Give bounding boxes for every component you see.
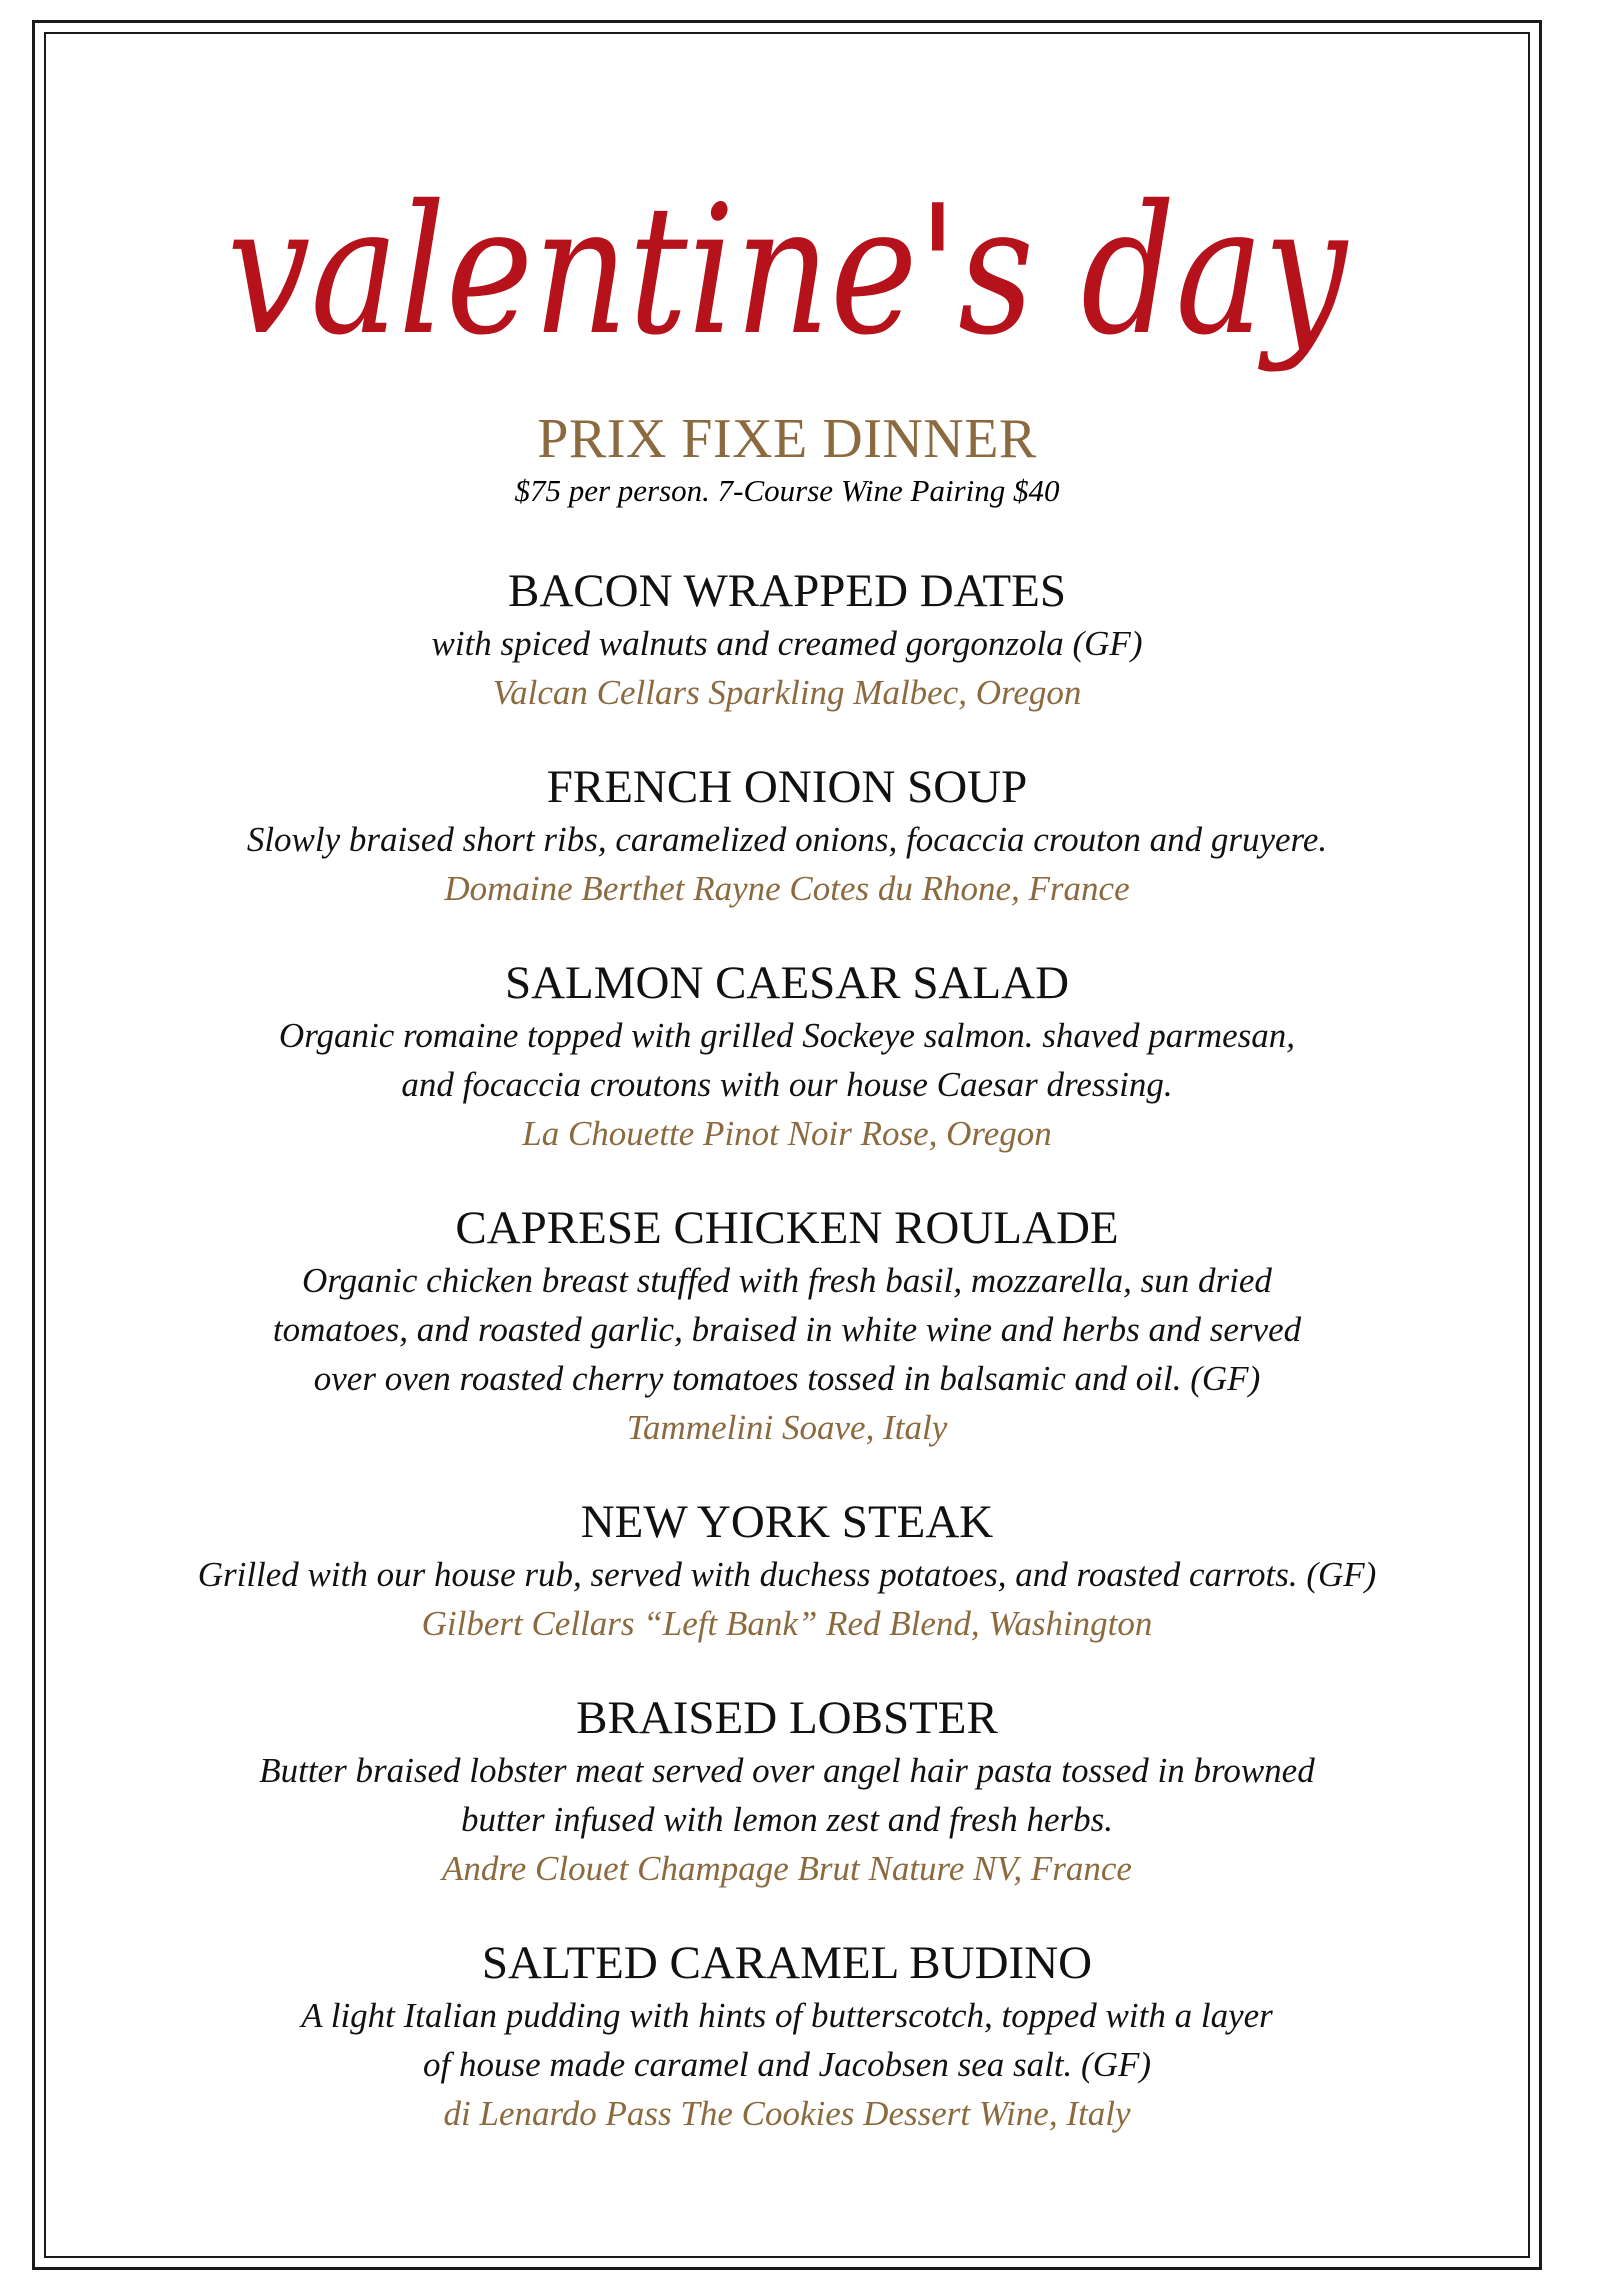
course-description-line: Butter braised lobster meat served over angel hair pasta tossed in browned bbox=[259, 1751, 1315, 1790]
course-description-line: Organic chicken breast stuffed with fresh basil, mozzarella, sun dried bbox=[302, 1261, 1272, 1300]
course-description-line: over oven roasted cherry tomatoes tossed in balsamic and oil. (GF) bbox=[313, 1359, 1261, 1398]
course-name: NEW YORK STEAK bbox=[580, 1496, 994, 1548]
course-name: SALTED CARAMEL BUDINO bbox=[481, 1937, 1093, 1989]
wine-pairing: La Chouette Pinot Noir Rose, Oregon bbox=[522, 1114, 1052, 1153]
menu-subtitle: PRIX FIXE DINNER bbox=[537, 408, 1037, 470]
course-name: SALMON CAESAR SALAD bbox=[504, 957, 1070, 1009]
course-description-line: and focaccia croutons with our house Caesar dressing. bbox=[401, 1065, 1173, 1104]
course-item bbox=[44, 563, 1530, 717]
course-description-line: Grilled with our house rub, served with duchess potatoes, and roasted carrots. (GF) bbox=[197, 1555, 1377, 1594]
course-item bbox=[44, 1690, 1530, 1893]
course-name: CAPRESE CHICKEN ROULADE bbox=[455, 1202, 1119, 1254]
wine-pairing: di Lenardo Pass The Cookies Dessert Wine, Italy bbox=[443, 2094, 1131, 2133]
wine-pairing: Domaine Berthet Rayne Cotes du Rhone, France bbox=[444, 869, 1130, 908]
course-name: FRENCH ONION SOUP bbox=[546, 761, 1028, 813]
wine-pairing: Tammelini Soave, Italy bbox=[626, 1408, 948, 1447]
course-item bbox=[44, 759, 1530, 913]
course-description-line: butter infused with lemon zest and fresh herbs. bbox=[460, 1800, 1113, 1839]
course-description-line: A light Italian pudding with hints of butterscotch, topped with a layer bbox=[301, 1996, 1273, 2035]
script-title-svg bbox=[177, 127, 1397, 417]
course-description-line: Organic romaine topped with grilled Sockeye salmon. shaved parmesan, bbox=[278, 1016, 1296, 1055]
course-description-line: of house made caramel and Jacobsen sea salt. (GF) bbox=[422, 2045, 1152, 2084]
wine-pairing: Gilbert Cellars “Left Bank” Red Blend, Washington bbox=[421, 1604, 1153, 1643]
course-item bbox=[44, 1935, 1530, 2138]
course-name: BRAISED LOBSTER bbox=[576, 1692, 998, 1744]
course-description-line: Slowly braised short ribs, caramelized onions, focaccia crouton and gruyere. bbox=[246, 820, 1328, 859]
menu-content bbox=[44, 32, 1530, 2180]
course-item bbox=[44, 1200, 1530, 1452]
course-name: BACON WRAPPED DATES bbox=[508, 565, 1066, 617]
course-list bbox=[44, 563, 1530, 2138]
course-description-line: tomatoes, and roasted garlic, braised in white wine and herbs and served bbox=[272, 1310, 1302, 1349]
price-line: $75 per person. 7-Course Wine Pairing $40 bbox=[514, 473, 1060, 508]
course-description-line: with spiced walnuts and creamed gorgonzola (GF) bbox=[431, 624, 1143, 663]
script-title bbox=[44, 127, 1530, 417]
course-item bbox=[44, 1494, 1530, 1648]
course-item bbox=[44, 955, 1530, 1158]
wine-pairing: Andre Clouet Champage Brut Nature NV, France bbox=[442, 1849, 1132, 1888]
wine-pairing: Valcan Cellars Sparkling Malbec, Oregon bbox=[492, 673, 1082, 712]
script-title-text: valentine's day bbox=[227, 167, 1350, 374]
